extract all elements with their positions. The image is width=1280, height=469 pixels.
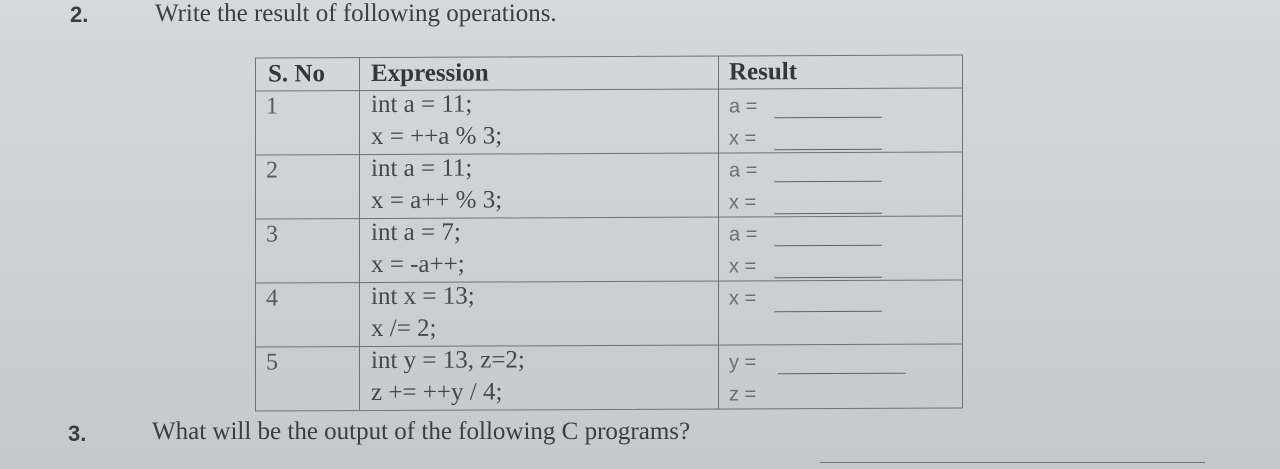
- answer-blank: [774, 149, 882, 150]
- row-number: 4: [266, 285, 278, 312]
- header-result: Result: [729, 58, 798, 86]
- answer-blank: [774, 213, 882, 214]
- operations-table: [255, 54, 963, 411]
- question-2-text: Write the result of following operations.: [155, 0, 557, 27]
- answer-box-edge: [820, 462, 1205, 463]
- result-label: y =: [729, 351, 757, 374]
- question-2-number: 2.: [70, 2, 89, 27]
- expression-line: z += ++y / 4;: [371, 378, 503, 407]
- result-label: x =: [729, 255, 757, 278]
- result-label: x =: [729, 287, 757, 310]
- result-label: a =: [729, 223, 758, 246]
- result-label: a =: [729, 159, 758, 182]
- answer-blank: [774, 277, 882, 278]
- table-row: [256, 152, 962, 219]
- table-row: [256, 344, 962, 411]
- answer-blank: [774, 311, 882, 312]
- answer-blank: [774, 245, 882, 246]
- table-row: [256, 88, 962, 155]
- expression-line: int y = 13, z=2;: [371, 346, 525, 375]
- row-number: 5: [266, 349, 278, 376]
- answer-blank: [774, 181, 882, 182]
- expression-line: int a = 7;: [371, 218, 461, 247]
- table-row: [256, 216, 962, 283]
- result-label: x =: [729, 127, 757, 150]
- header-sno: S. No: [268, 60, 325, 88]
- expression-line: x /= 2;: [371, 314, 437, 343]
- result-label: a =: [729, 95, 758, 118]
- question-3-number: 3.: [68, 421, 87, 446]
- expression-line: int a = 11;: [371, 154, 473, 183]
- expression-line: x = a++ % 3;: [371, 186, 503, 215]
- expression-line: x = ++a % 3;: [371, 122, 503, 151]
- row-number: 1: [266, 93, 278, 120]
- answer-blank: [774, 117, 882, 118]
- result-label: x =: [729, 191, 757, 214]
- expression-line: int x = 13;: [371, 282, 475, 311]
- row-number: 3: [266, 221, 278, 248]
- answer-blank: [778, 373, 906, 375]
- header-expression: Expression: [371, 59, 489, 88]
- table-row: [256, 280, 962, 347]
- table-header-row: [256, 55, 962, 91]
- row-number: 2: [266, 157, 278, 184]
- question-3-text: What will be the output of the following C programs?: [152, 418, 691, 445]
- expression-line: int a = 11;: [371, 90, 473, 119]
- expression-line: x = -a++;: [371, 250, 465, 279]
- result-label: z =: [729, 383, 757, 406]
